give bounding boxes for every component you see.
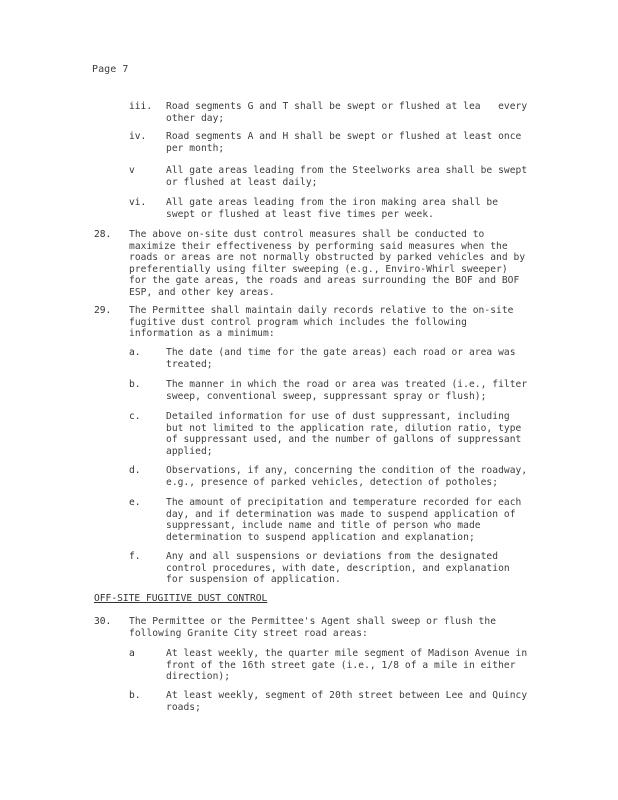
list-marker: d. <box>129 465 141 476</box>
list-marker: iv. <box>129 131 147 142</box>
list-item-text: Any and all suspensions or deviations from the designated control procedures, with date, description, and explanation for suspension of application. <box>166 551 510 586</box>
list-marker: b. <box>129 690 141 701</box>
page-header: Page 7 <box>92 64 129 75</box>
list-item-text: The date (and time for the gate areas) each road or area was treated; <box>166 347 516 370</box>
list-item-text: Observations, if any, concerning the condition of the roadway, e.g., presence of parked vehicles, detection of potholes; <box>166 465 528 488</box>
list-marker: a. <box>129 347 141 358</box>
list-item-text: All gate areas leading from the iron making area shall be swept or flushed at least five times per week. <box>166 197 499 220</box>
list-item-text: The manner in which the road or area was treated (i.e., filter sweep, conventional sweep, suppressant spray or flush); <box>166 379 528 402</box>
paragraph-number: 28. <box>94 229 112 240</box>
paragraph-text: The Permittee or the Permittee's Agent shall sweep or flush the following Granite City street road areas: <box>129 616 497 639</box>
paragraph-text: The above on-site dust control measures shall be conducted to maximize their effectiveness by performing said measures when the roads or areas are not normally obstructed by parked vehicles and by preferentially using filter sweeping (e.g., Enviro-Whirl sweeper) for the gate areas, the roads and areas surrounding the BOF and BOF ESP, and other key areas. <box>129 229 526 298</box>
list-marker: b. <box>129 379 141 390</box>
paragraph-text: The Permittee shall maintain daily records relative to the on-site fugitive dust control program which includes the following information as a minimum: <box>129 305 514 340</box>
list-marker: e. <box>129 497 141 508</box>
list-item-text: Road segments G and T shall be swept or flushed at lea every other day; <box>166 101 528 124</box>
list-marker: vi. <box>129 197 147 208</box>
list-marker: v <box>129 165 135 176</box>
paragraph-number: 30. <box>94 616 112 627</box>
list-item-text: Road segments A and H shall be swept or flushed at least once per month; <box>166 131 522 154</box>
list-marker: f. <box>129 551 141 562</box>
paragraph-number: 29. <box>94 305 112 316</box>
list-item-text: At least weekly, segment of 20th street between Lee and Quincy roads; <box>166 690 528 713</box>
list-item-text: Detailed information for use of dust suppressant, including but not limited to the application rate, dilution ratio, type of suppressant used, and the number of gallons of suppressant applied; <box>166 411 522 457</box>
list-item-text: The amount of precipitation and temperature recorded for each day, and if determination was made to suspend application of suppressant, include name and title of person who made determination to suspend application and explanation; <box>166 497 522 543</box>
section-heading: OFF-SITE FUGITIVE DUST CONTROL <box>94 593 268 604</box>
list-marker: a <box>129 648 135 659</box>
list-item-text: All gate areas leading from the Steelworks area shall be swept or flushed at least daily; <box>166 165 528 188</box>
list-marker: iii. <box>129 101 153 112</box>
list-marker: c. <box>129 411 141 422</box>
list-item-text: At least weekly, the quarter mile segment of Madison Avenue in front of the 16th street gate (i.e., 1/8 of a mile in either direction); <box>166 648 528 683</box>
